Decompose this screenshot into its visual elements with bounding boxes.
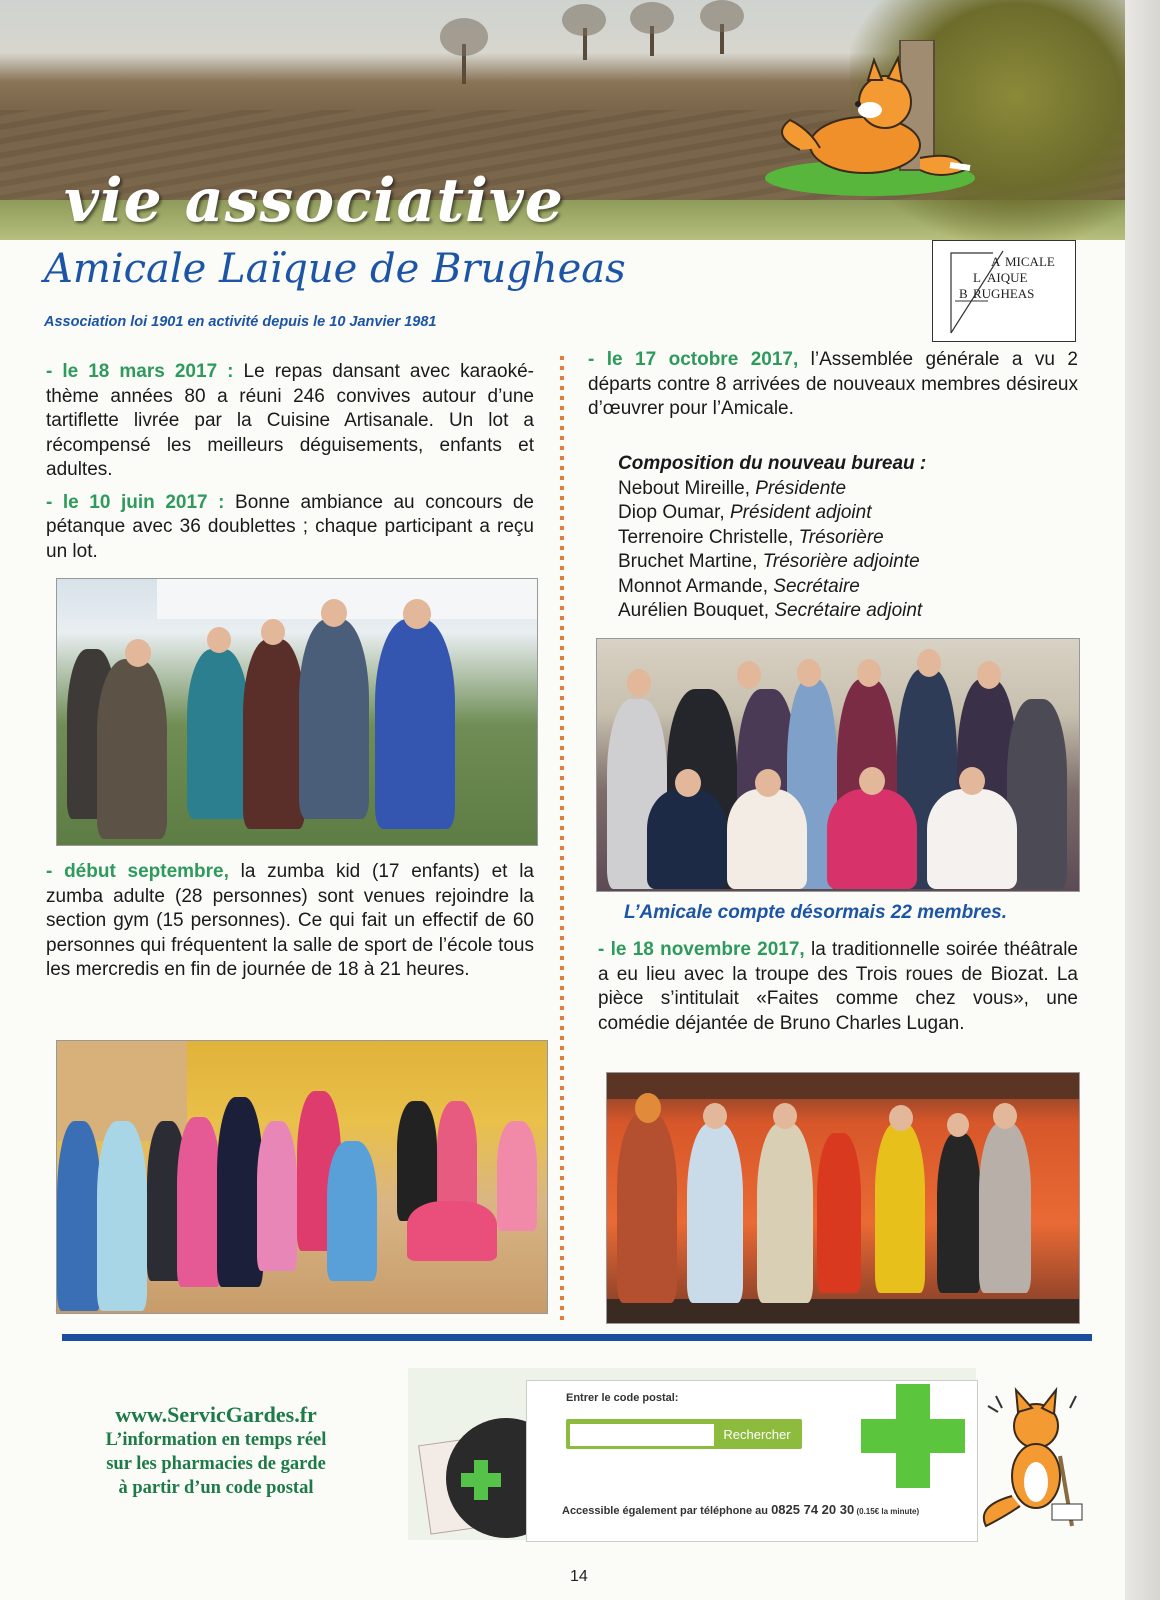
bureau-member: Diop Oumar, Président adjoint [618,502,872,523]
page-edge-strip [1125,0,1160,1600]
logo-word-aique: AIQUE [987,270,1028,285]
date-mars: - le 18 mars 2017 : [46,361,234,382]
phone-prefix: Accessible également par téléphone au [562,1505,772,1517]
amicale-logo [932,240,1076,342]
date-juin: - le 10 juin 2017 : [46,491,225,513]
ad-line-3: à partir d’un code postal [118,1478,314,1498]
date-novembre: - le 18 novembre 2017, [598,939,805,960]
fox-crutch-illustration [976,1386,1096,1536]
members-count-line: L’Amicale compte désormais 22 membres. [624,902,1007,923]
pharmacy-cross-icon-bar [861,1419,965,1453]
date-septembre: - début septembre, [46,861,229,882]
logo-letter-b: B [959,286,968,301]
small-pharmacy-cross-icon-bar [461,1473,501,1487]
text-octobre: l’Assemblée générale a vu 2 départs contre 8 arrivées de nouveaux membres désireux d’œuvrer pour l’Amicale. [588,349,1078,419]
left-column-text [46,360,534,572]
date-octobre: - le 17 octobre 2017, [588,349,799,370]
phone-number: 0825 74 20 30 [771,1502,855,1517]
text-juin: Bonne ambiance au concours de pétanque avec 36 doublettes ; chaque participant a reçu un lot. [46,491,534,562]
photo-theatre-troupe [606,1072,1080,1324]
bureau-member: Nebout Mireille, Présidente [618,477,847,499]
paragraph-mars [46,360,534,483]
ad-line-1: L’information en temps réel [105,1430,327,1450]
right-column-text-2 [598,938,1078,1044]
ad-line-2: sur les pharmacies de garde [106,1454,326,1474]
logo-letter-l: L [973,270,981,285]
text-mars: Le repas dansant avec karaoké-thème années 80 a réuni 246 convives autour d’une tartiflette livrée par la Cuisine Artisanale. Un lot a récompensé les meilleurs déguisements, enfants et adultes. [46,361,534,480]
bureau-member: Terrenoire Christelle, Trésorière [618,526,884,548]
footer-divider [62,1334,1092,1341]
bureau-member: Monnot Armande, Secrétaire [618,575,860,597]
text-septembre: la zumba kid (17 enfants) et la zumba adulte (28 personnes) sont venues rejoindre la section gym (15 personnes). Ce qui fait un effectif de 60 personnes qui fréquentent la salle de sport de l’école tous les mercredis en fin de journée de 18 à 21 heures. [46,861,534,980]
phone-rate: (0.15€ la minute) [854,1507,920,1516]
bureau-member: Aurélien Bouquet, Secrétaire adjoint [618,600,923,621]
column-separator [560,356,564,1326]
fox-reading-illustration [760,40,980,200]
bureau-composition [618,452,1078,624]
ad-url[interactable]: www.ServicGardes.fr [115,1402,317,1427]
association-tagline: Association loi 1901 en activité depuis le 10 Janvier 1981 [44,314,437,330]
search-button[interactable]: Rechercher [714,1421,800,1447]
logo-word-rugheas: RUGHEAS [973,286,1035,301]
phone-info [562,1502,919,1517]
section-title: vie associative [64,166,564,236]
paragraph-septembre [46,860,534,983]
logo-word-micale: MICALE [1005,254,1055,269]
postal-code-label: Entrer le code postal: [566,1392,679,1404]
right-column-text [588,348,1078,430]
bureau-heading: Composition du nouveau bureau : [618,453,927,474]
servicgardes-ad-text [66,1402,366,1500]
photo-petanque-winners [56,578,538,846]
bureau-member: Bruchet Martine, Trésorière adjointe [618,551,920,572]
left-column-text-2 [46,860,534,991]
text-novembre: la traditionnelle soirée théâtrale a eu lieu avec la troupe des Trois roues de Biozat. La pièce s’intitulait «Faites comme chez vous», une comédie déjantée de Bruno Charles Lugan. [598,939,1078,1034]
paragraph-juin [46,491,534,565]
photo-assemblee-group [596,638,1080,892]
paragraph-novembre [598,938,1078,1036]
logo-letter-a: A [991,254,1001,269]
page-number: 14 [570,1568,588,1585]
paragraph-octobre [588,348,1078,422]
association-name: Amicale Laïque de Brugheas [44,246,626,292]
photo-zumba-children [56,1040,548,1314]
postal-code-input[interactable] [570,1424,714,1446]
